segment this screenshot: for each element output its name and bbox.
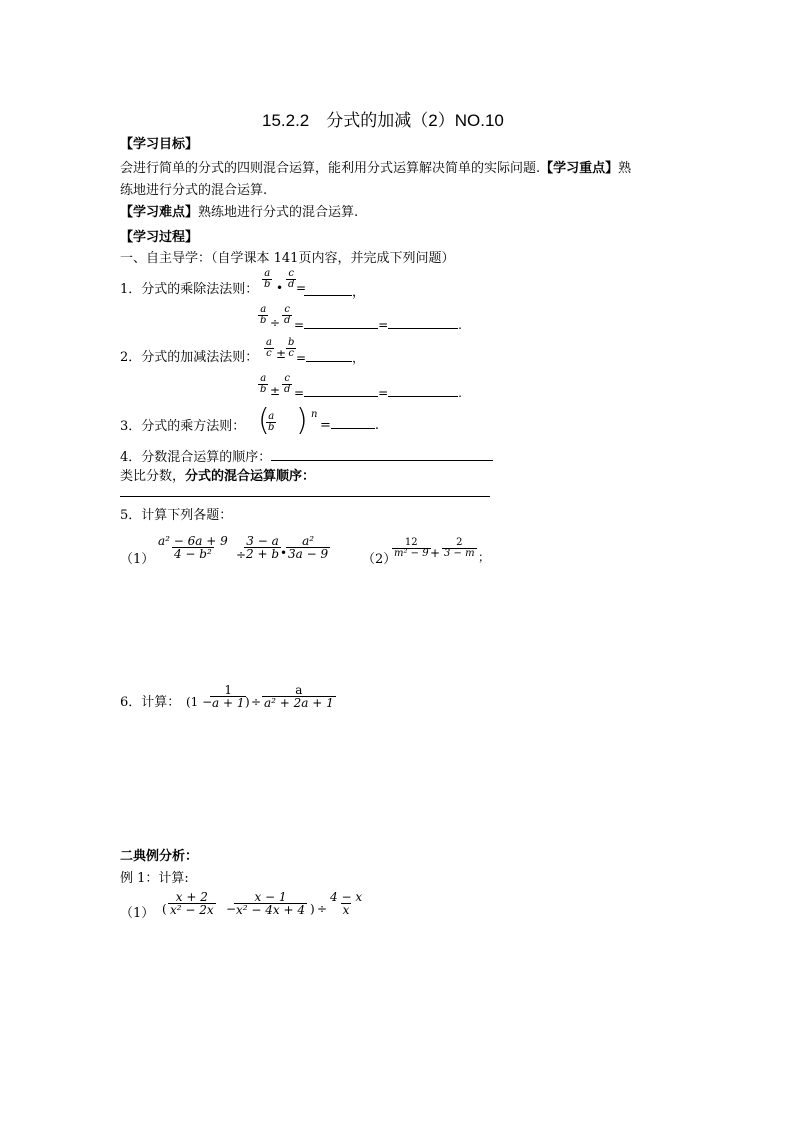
ex1-frac-3: $\frac{4 - x}{x}$ xyxy=(330,890,363,917)
q3-frac-a-b: $\frac{a}{b}$ xyxy=(268,411,275,433)
q1-frac-a-b: $\frac{a}{b}$ xyxy=(264,268,271,290)
ex1-frac-2: $\frac{x - 1}{\text{x² − 4x + 4}}$ xyxy=(236,890,305,917)
analogy-line: 类比分数，分式的混合运算顺序： xyxy=(120,469,316,484)
q1-times: • xyxy=(276,281,284,295)
q5-1-dot: • xyxy=(280,546,288,560)
q1-blank-1: ， xyxy=(304,281,365,300)
q5-1-frac-3: $\frac{\text{a²}}{3a - 9}$ xyxy=(288,534,329,561)
q1b-div: ÷ xyxy=(270,316,281,330)
ex1-frac-1: $\frac{x + 2}{\text{x² − 2x}}$ xyxy=(170,890,214,917)
analogy-answer-line xyxy=(120,496,490,497)
example-1-1-label: （1） xyxy=(120,906,155,921)
section-1-heading: 一、自主导学：（自学课本 141页内容，并完成下列问题） xyxy=(120,251,455,266)
q2-frac-a-c: $\frac{a}{c}$ xyxy=(266,337,272,359)
examples-heading: 二典例分析： xyxy=(120,849,199,864)
q3-label: 3．分式的乘方法则： xyxy=(120,419,246,434)
q2b-blanks: = = . xyxy=(294,386,462,400)
example-1-label: 例 1：计算: xyxy=(120,871,189,886)
q2-blank-1: = ， xyxy=(296,351,365,365)
q2b-pm: ± xyxy=(270,384,281,398)
q3-lparen: ( xyxy=(258,403,270,438)
q5-2-semicolon: ； xyxy=(478,550,491,564)
q6-div: ÷ xyxy=(251,695,262,709)
q2b-frac-a-b: $\frac{a}{b}$ xyxy=(260,373,267,395)
q5-2-label: （2） xyxy=(362,552,397,567)
q5-1-label: （1） xyxy=(120,552,155,567)
objectives-heading: 【学习目标】 xyxy=(120,137,199,152)
q6-close: ) xyxy=(245,695,250,709)
q1b-frac-a-b: $\frac{a}{b}$ xyxy=(260,304,267,326)
q5-2-plus: + xyxy=(430,546,441,560)
q1-eq: = xyxy=(296,281,307,295)
page-title: 15.2.2 分式的加减（2）NO.10 xyxy=(262,111,504,130)
q5-2-frac-1: $\frac{12}{\text{m² − 9}}$ xyxy=(394,537,429,559)
ex1-minus: − xyxy=(226,902,237,916)
q6-frac-1: $\frac{1}{a + 1}$ xyxy=(212,683,245,710)
objectives-line-2: 练地进行分式的混合运算. xyxy=(120,183,268,198)
q1-frac-c-d: $\frac{c}{d}$ xyxy=(288,268,295,290)
ex1-lparen: ( xyxy=(162,902,167,916)
q1b-frac-c-d: $\frac{c}{d}$ xyxy=(284,304,291,326)
q2-label: 2．分式的加减法法则： xyxy=(120,350,259,365)
q5-1-div: ÷ xyxy=(236,548,247,562)
ex1-div: ÷ xyxy=(317,902,328,916)
q1b-blanks: = = . xyxy=(294,318,462,332)
q2-pm: ± xyxy=(276,347,287,361)
q2b-frac-c-d: $\frac{c}{d}$ xyxy=(284,373,291,395)
q6-open: (1 − xyxy=(186,695,213,709)
q3-rparen: ) xyxy=(296,403,308,438)
q4-label: 4．分数混合运算的顺序： xyxy=(120,448,493,467)
q5-label: 5．计算下列各题： xyxy=(120,508,233,523)
q3-blank: = . xyxy=(320,418,380,433)
q2-frac-b-c: $\frac{b}{c}$ xyxy=(288,337,295,359)
q6-frac-2: $\frac{a}{\text{a² + 2a + 1}}$ xyxy=(264,683,334,710)
q5-1-frac-2: $\frac{3 - a}{2 + b}$ xyxy=(246,534,279,561)
q5-1-frac-1: $\frac{\text{a² − 6a + 9}}{\text{4 − b²}}$ xyxy=(158,534,228,561)
process-heading: 【学习过程】 xyxy=(120,230,199,245)
objectives-line-1: 会进行简单的分式的四则混合运算，能利用分式运算解决简单的实际问题.【学习重点】熟 xyxy=(120,161,632,176)
q3-exponent: n xyxy=(311,409,318,420)
ex1-rparen: ) xyxy=(310,902,315,916)
q6-label: 6．计算： xyxy=(120,695,181,710)
difficulty-line: 【学习难点】熟练地进行分式的混合运算. xyxy=(120,205,359,220)
q5-2-frac-2: $\frac{2}{3 - m}$ xyxy=(444,537,475,559)
q1-label: 1．分式的乘除法法则： xyxy=(120,282,259,297)
